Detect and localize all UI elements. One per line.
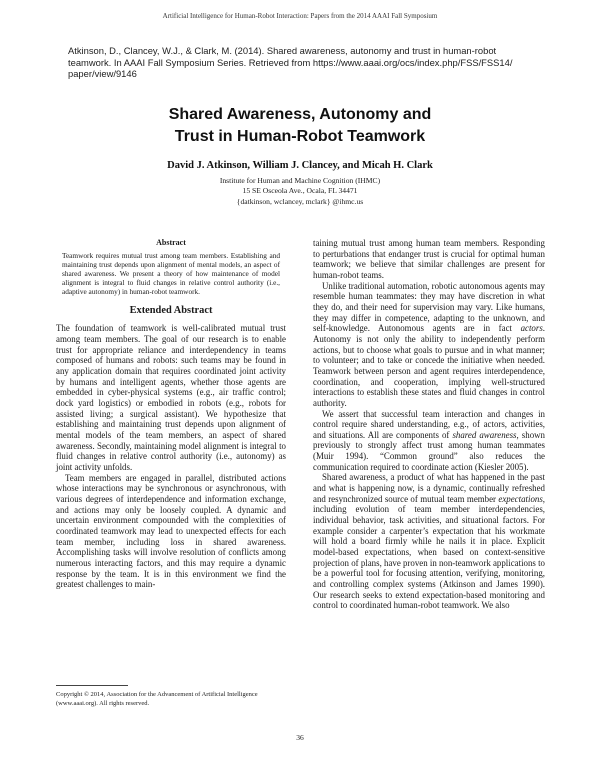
affiliation-emails: {datkinson, wclancey, mclark} @ihmc.us [236, 196, 364, 206]
running-header: Artificial Intelligence for Human-Robot Interaction: Papers from the 2014 AAAI Fall Symposium [162, 12, 438, 20]
body-paragraph-4 [313, 281, 545, 409]
p6-text-b: , including evolution of team member interdependencies, individual behavior, task activities, and situational factors. For example consider a carpenter’s expectation that his workmate will hold a board firmly while he nails it in place. Explicit model-based expectations, when based on context-sensitive projection of plans, have proven in non-teamwork applications to be a powerful tool for focusing attention, verifying, monitoring, and controlling complex systems (Atkinson and James 1990). Our research seeks to extend expectation-based monitoring and control to coordinated human-robot teamwork. We also [313, 493, 545, 611]
p5-text-a: We assert that successful team interaction and changes in control require shared understanding, e.g., of actors, activities, and situations. All are components of [313, 408, 545, 440]
affiliation-address: 15 SE Osceola Ave., Ocala, FL 34471 [242, 186, 358, 196]
body-paragraph-1: The foundation of teamwork is well-calibrated mutual trust among team members. The goal of our research is to enable trust for appropriate reliance and interdependency in teams composed of humans and robots: such teams may be found in any application domain that requires coordinated joint activity by humans and intelligent agents, whether those agents are embedded in cyber-physical systems (e.g., air traffic control; dock yard logistics) or embodied in robots (e.g., robots for assisted living; a surgical assistant). We hypothesize that establishing and maintaining trust depends upon alignment of mental models of the team members, an aspect of shared awareness. Secondly, maintaining model alignment is integral to fluid changes in relative control authority (i.e., autonomy) as joint activity unfolds. [56, 323, 286, 472]
citation-reference: Atkinson, D., Clancey, W.J., & Clark, M. (2014). Shared awareness, autonomy and trust in human-robot teamwork. In AAAI Fall Symposium Series. Retrieved from https://www.aaai.org/ocs/index.php/FSS/FSS14/ paper/view/9146 [68, 45, 513, 79]
footnote-divider [56, 685, 128, 686]
page-number: 36 [296, 733, 304, 742]
affiliation-block [0, 176, 600, 207]
title-line-1: Shared Awareness, Autonomy and [168, 106, 432, 123]
extended-abstract-heading: Extended Abstract [129, 305, 213, 317]
body-paragraph-6 [313, 472, 545, 611]
p4-text-a: Unlike traditional automation, robotic autonomous agents may resemble human teammates: they may have discretion in what they do, and their need for supervision may vary. Like humans, they may differ in competence, adapting to the unknown, and self-knowledge. Autonomous agents are in fact [313, 280, 545, 334]
paper-title [0, 104, 600, 148]
body-paragraph-5 [313, 409, 545, 473]
right-column [313, 238, 545, 611]
p4-emphasis: actors [520, 323, 543, 334]
p6-text-a: Shared awareness, a product of what has happened in the past and what is happening now, is a dynamic, continually refreshed and resynchronized source of mutual team member [313, 472, 545, 504]
p6-emphasis: expectations [498, 493, 543, 504]
p4-text-b: . Autonomy is not only the ability to independently perform actions, but to choose what goals to pursue and in what manner; to volunteer; and to take or concede the initiative when needed. Teamwork between person and agent requires interdependence, coordination, and cooperation, implying well-structured interactions to establish these states and fluid changes in control authority. [313, 323, 545, 408]
title-line-2: Trust in Human-Robot Teamwork [174, 128, 426, 145]
p5-text-b: , shown previously to strongly affect trust among human teammates (Muir 1994). “Common ground” also reduces the communication required to coordinate action (Kiesler 2005). [313, 429, 545, 472]
copyright-notice: Copyright © 2014, Association for the Advancement of Artificial Intelligence (www.aaai.org). All rights reserved. [56, 691, 258, 707]
body-paragraph-3: taining mutual trust among human team members. Responding to perturbations that endanger trust is crucial for optimal human teamwork; we believe that similar challenges are present for human-robot teams. [313, 238, 545, 280]
abstract-text: Teamwork requires mutual trust among team members. Establishing and maintaining trust depends upon alignment of mental models, an aspect of shared awareness. We present a theory of how maintenance of model alignment is integral to fluid changes in relative control authority (i.e., adaptive autonomy) in human-robot teamwork. [62, 251, 280, 297]
body-paragraph-2: Team members are engaged in parallel, distributed actions whose interactions may be synchronous or asynchronous, with various degrees of interdependence and information exchange, and actions may only be loosely coupled. A dynamic and uncertain environment compounded with the complexities of coordinated teamwork may lead to unexpected effects for each team member, including loss in shared awareness. Accomplishing tasks will involve resolution of conflicts among numerous interacting factors, and this may require a dynamic response by the team. It is in this environment we find the greatest challenges to main- [56, 472, 286, 590]
author-list: David J. Atkinson, William J. Clancey, and Micah H. Clark [167, 160, 433, 171]
left-column [56, 238, 286, 590]
abstract-heading: Abstract [156, 238, 186, 247]
affiliation-institute: Institute for Human and Machine Cognition (IHMC) [219, 176, 381, 185]
p5-emphasis: shared awareness [452, 429, 517, 440]
